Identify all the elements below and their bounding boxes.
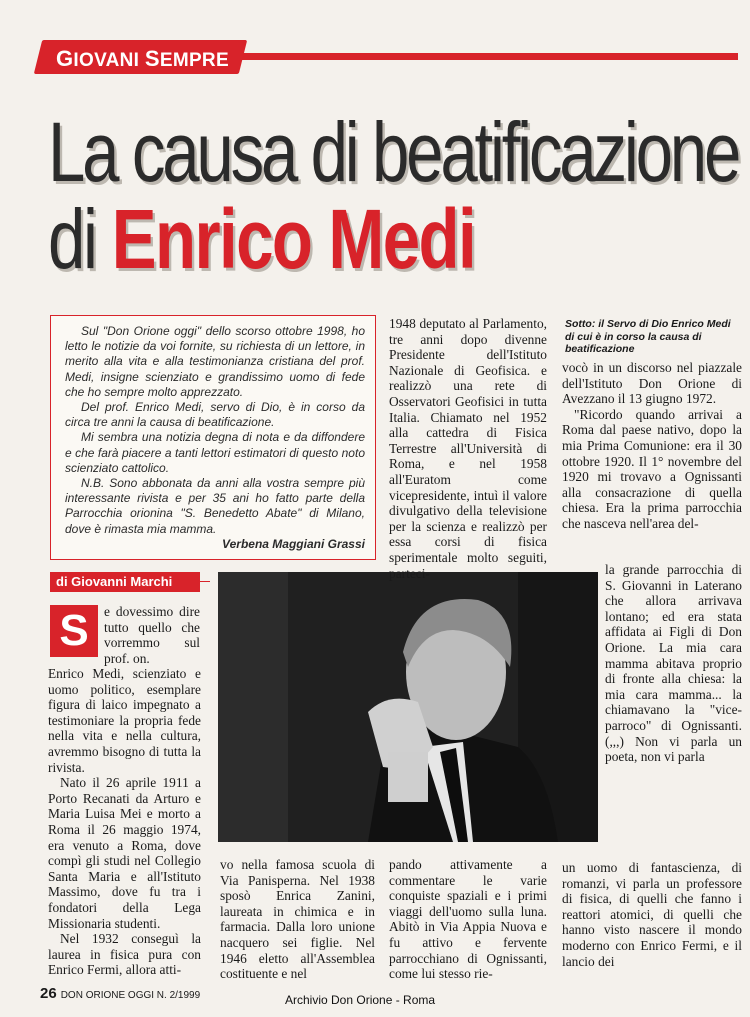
headline-line-2: di Enrico Medi	[48, 192, 476, 286]
magazine-issue: DON ORIONE OGGI N. 2/1999	[60, 990, 201, 1001]
section-tag: GIOVANI SEMPRE	[56, 46, 229, 71]
column-4-narrow	[605, 562, 742, 765]
paragraph: un uomo di fantascienza, di romanzi, vi parla un professore di fisica, di quelli che fanno i reattori atomici, di quelli che hanno visto nascere il mondo moderno con Enrico Fermi, e il lancio dei	[562, 860, 742, 969]
column-1-top	[104, 604, 200, 666]
letter-signature: Verbena Maggiani Grassi	[222, 536, 365, 551]
paragraph: vocò in un discorso nel piazzale dell'Istituto Don Orione di Avezzano il 13 giugno 1972.	[562, 360, 742, 407]
letter-paragraph: N.B. Sono abbonata da anni alla vostra sempre più interessante rivista e per 35 ani ho fatto parte della Parrocchia orionina "S. Benedetto Abate" di Milano, dove è rimasta mia mamma.	[65, 476, 365, 536]
byline-rule	[200, 581, 210, 582]
paragraph: vo nella famosa scuola di Via Panisperna. Nel 1938 sposò Enrica Zanini, laureata in chimica e in farmacia. Dalla loro unione nacquero sei figlie. Nel 1946 eletto all'Assemblea costituente e nel	[220, 857, 375, 982]
letter-paragraph: Del prof. Enrico Medi, servo di Dio, è in corso da circa tre anni la causa di beatificazione.	[65, 400, 365, 430]
column-4-bottom	[562, 860, 742, 969]
column-3-bottom	[389, 857, 547, 982]
article-headline	[48, 105, 739, 286]
paragraph: Nel 1932 conseguì la laurea in fisica pura con Enrico Fermi, allora atti-	[48, 931, 201, 978]
author-byline: di Giovanni Marchi	[50, 572, 200, 592]
page-number: 26	[40, 985, 57, 1002]
letter-paragraph: Sul "Don Orione oggi" dello scorso ottobre 1998, ho letto le notizie da voi fornite, su richiesta di un lettore, in merito alla vita e alla testimonianza cristiana del prof. Medi, insigne scienziato e grandissimo uomo di fede che ho sempre molto apprezzato.	[65, 324, 365, 399]
paragraph: Nato il 26 aprile 1911 a Porto Recanati da Arturo e Maria Luisa Mei e morto a Roma il 26 maggio 1974, era venuto a Roma, dove compì gli studi nel Collegio Santa Maria e all'Istituto Massimo, dove fu tra i fondatori della Lega Missionaria studenti.	[48, 775, 201, 931]
column-3-top	[389, 316, 547, 581]
portrait-illustration	[218, 572, 598, 842]
page-footer	[40, 985, 200, 1002]
column-4-top	[562, 360, 742, 532]
header-rule	[228, 53, 738, 60]
paragraph: la grande parrocchia di S. Giovanni in Laterano che allora arrivava lontano; ed era stata affidata ai Figli di Don Orione. La mia cara mamma abitava proprio di fronte alla chiesa: la mia cara mamma... la chiamavano la "vice-parroco" di Ognissanti. (,,,) Non vi parla un poeta, non vi parla	[605, 562, 742, 765]
headline-line-1: La causa di beatificazione	[48, 105, 739, 199]
drop-cap: S	[50, 605, 98, 657]
letter-paragraph: Mi sembra una notizia degna di nota e da diffondere e che farà piacere a tanti lettori estimatori di questo noto scienziato cattolico.	[65, 430, 365, 475]
paragraph: 1948 deputato al Parlamento, tre anni dopo divenne Presidente dell'Istituto Nazionale di Geofisica. e realizzò una rete di Osservatori Geofisici in tutta Italia. Chiamato nel 1952 alla cattedra di Fisica Terrestre all'Università di Roma, e nel 1958 all'Euratom come vicepresidente, intuì il valore divulgativo della televisione per la scienza e realizzò per essa corsi di fisica sperimentale molto seguiti, parteci-	[389, 316, 547, 581]
section-header	[38, 40, 738, 74]
reader-letter	[50, 315, 376, 560]
headline-name: Enrico Medi	[111, 192, 476, 286]
archive-credit: Archivio Don Orione - Roma	[285, 993, 436, 1007]
photo-caption: Sotto: il Servo di Dio Enrico Medi di cui è in corso la causa di beatificazione	[565, 318, 731, 355]
portrait-photo	[218, 572, 598, 842]
column-2-bottom	[220, 857, 375, 982]
paragraph: "Ricordo quando arrivai a Roma dal paese nativo, dopo la mia Prima Comunione: era il 30 ottobre 1920. Il 1° novembre del 1920 mi trovavo a Ognissanti alla consacrazione di quella chiesa. Era la prima parrocchia che nasceva nell'area del-	[562, 406, 742, 531]
paragraph: pando attivamente a commentare le varie conquiste spaziali e i primi viaggi dell'uomo sulla luna. Abitò in Via Appia Nuova e fu attivo e fervente parrocchiano di Ognissanti, come lui stesso rie-	[389, 857, 547, 982]
intro-paragraph-end: Enrico Medi, scienziato e uomo politico, esemplare figura di laico impegnato a testimoniare la propria fede nella vita e nella cultura, avremmo bisogno di tutta la rivista.	[48, 666, 201, 775]
column-1	[48, 666, 201, 978]
intro-paragraph-start: e dovessimo dire tutto quello che vorremmo sul prof. on.	[104, 604, 200, 666]
